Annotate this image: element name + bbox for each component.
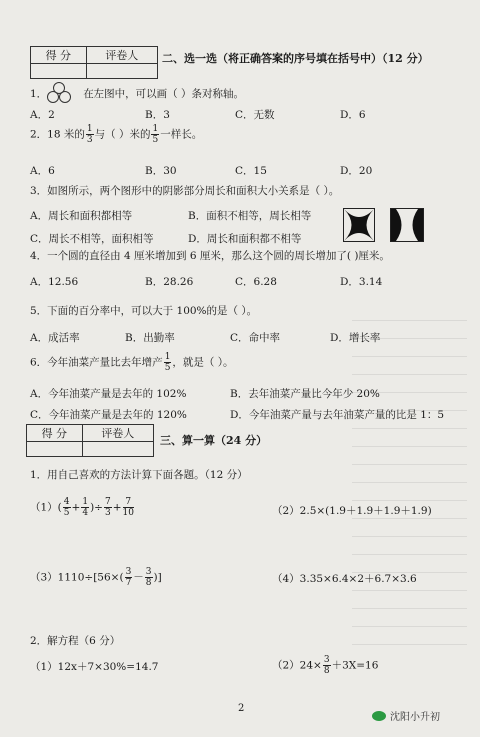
watermark: 沈阳小升初 xyxy=(372,708,440,723)
calc-expr-2: （2）2.5×(1.9＋1.9＋1.9＋1.9) xyxy=(272,505,432,517)
shaded-figure-2 xyxy=(390,208,424,242)
q4-option-a: A．12.56 xyxy=(30,276,79,288)
q6-option-b: B．去年油菜产量比今年少 20% xyxy=(230,388,380,400)
calc-expr-3: （3）1110÷[56×( $\frac{3}{7}$ － $\frac{3}{8}$ )] xyxy=(30,567,162,588)
q2-stem: 2．18 米的 $\frac{1}{3}$ 与（ ）米的 $\frac{1}{5}$ 一样长。 xyxy=(30,124,203,145)
q4-option-d: D．3.14 xyxy=(340,276,383,288)
q2-option-b: B．30 xyxy=(145,165,177,177)
page-number: 2 xyxy=(238,703,245,714)
equation-1: （1）12x＋7×30%=14.7 xyxy=(30,661,159,673)
q4-option-b: B．28.26 xyxy=(145,276,194,288)
score-table xyxy=(30,46,158,79)
q3-option-d: D．周长和面积都不相等 xyxy=(188,233,302,245)
q6-option-c: C．今年油菜产量是去年的 120% xyxy=(30,409,187,421)
q3-option-a: A．周长和面积都相等 xyxy=(30,210,133,222)
q3-option-b: B．面积不相等，周长相等 xyxy=(188,210,312,222)
q5-option-b: B．出勤率 xyxy=(125,332,175,344)
shaded-figure-1 xyxy=(343,208,375,242)
equation-2: （2）24× $\frac{3}{8}$ ＋3X=16 xyxy=(272,655,379,676)
q3-option-c: C．周长不相等，面积相等 xyxy=(30,233,154,245)
score-header: 得 分 xyxy=(27,425,83,442)
q5-option-d: D．增长率 xyxy=(330,332,381,344)
q2-option-c: C．15 xyxy=(235,165,267,177)
calc-stem: 1．用自己喜欢的方法计算下面各题。（12 分） xyxy=(30,469,248,481)
score-table xyxy=(26,424,154,457)
q5-option-c: C．命中率 xyxy=(230,332,281,344)
q2-option-d: D．20 xyxy=(340,165,373,177)
q2-option-a: A．6 xyxy=(30,165,55,177)
q6-stem: 6．今年油菜产量比去年增产 $\frac{1}{5}$ ，就是（ ）。 xyxy=(30,352,234,373)
grader-header: 评卷人 xyxy=(86,47,157,64)
q4-option-c: C．6.28 xyxy=(235,276,277,288)
bleed-through-text xyxy=(352,320,467,650)
grader-cell xyxy=(86,64,157,79)
q4-stem: 4．一个圆的直径由 4 厘米增加到 6 厘米，那么这个圆的周长增加了( )厘米。 xyxy=(30,250,390,262)
q1-option-a: A．2 xyxy=(30,109,55,121)
score-cell xyxy=(31,64,87,79)
q6-option-d: D．今年油菜产量与去年油菜产量的比是 1：5 xyxy=(230,409,445,421)
score-cell xyxy=(27,442,83,457)
q6-option-a: A．今年油菜产量是去年的 102% xyxy=(30,388,187,400)
grader-header: 评卷人 xyxy=(82,425,153,442)
section2-title: 二、选一选（将正确答案的序号填在括号中）（12 分） xyxy=(162,52,429,65)
q5-option-a: A．成活率 xyxy=(30,332,80,344)
circle-figure xyxy=(59,91,71,103)
score-header: 得 分 xyxy=(31,47,87,64)
equation-stem: 2．解方程（6 分） xyxy=(30,635,121,647)
circle-figure xyxy=(47,91,59,103)
section3-title: 三、算一算（24 分） xyxy=(160,434,268,447)
wechat-icon xyxy=(372,711,386,721)
calc-expr-4: （4）3.35×6.4×2＋6.7×3.6 xyxy=(272,573,417,585)
q1-option-d: D．6 xyxy=(340,109,366,121)
q3-stem: 3．如图所示，两个图形中的阴影部分周长和面积大小关系是（ ）。 xyxy=(30,185,340,197)
q1-option-b: B．3 xyxy=(145,109,170,121)
grader-cell xyxy=(82,442,153,457)
q5-stem: 5．下面的百分率中，可以大于 100%的是（ ）。 xyxy=(30,305,258,317)
q1-option-c: C．无数 xyxy=(235,109,275,121)
calc-expr-1: （1）( $\frac{4}{5}$ + $\frac{1}{4}$ )÷ $\frac{7}{3}$ + $\frac{7}{10}$ xyxy=(30,497,134,518)
q1-stem: 1． 在左图中，可以画（ ）条对称轴。 xyxy=(30,88,245,100)
